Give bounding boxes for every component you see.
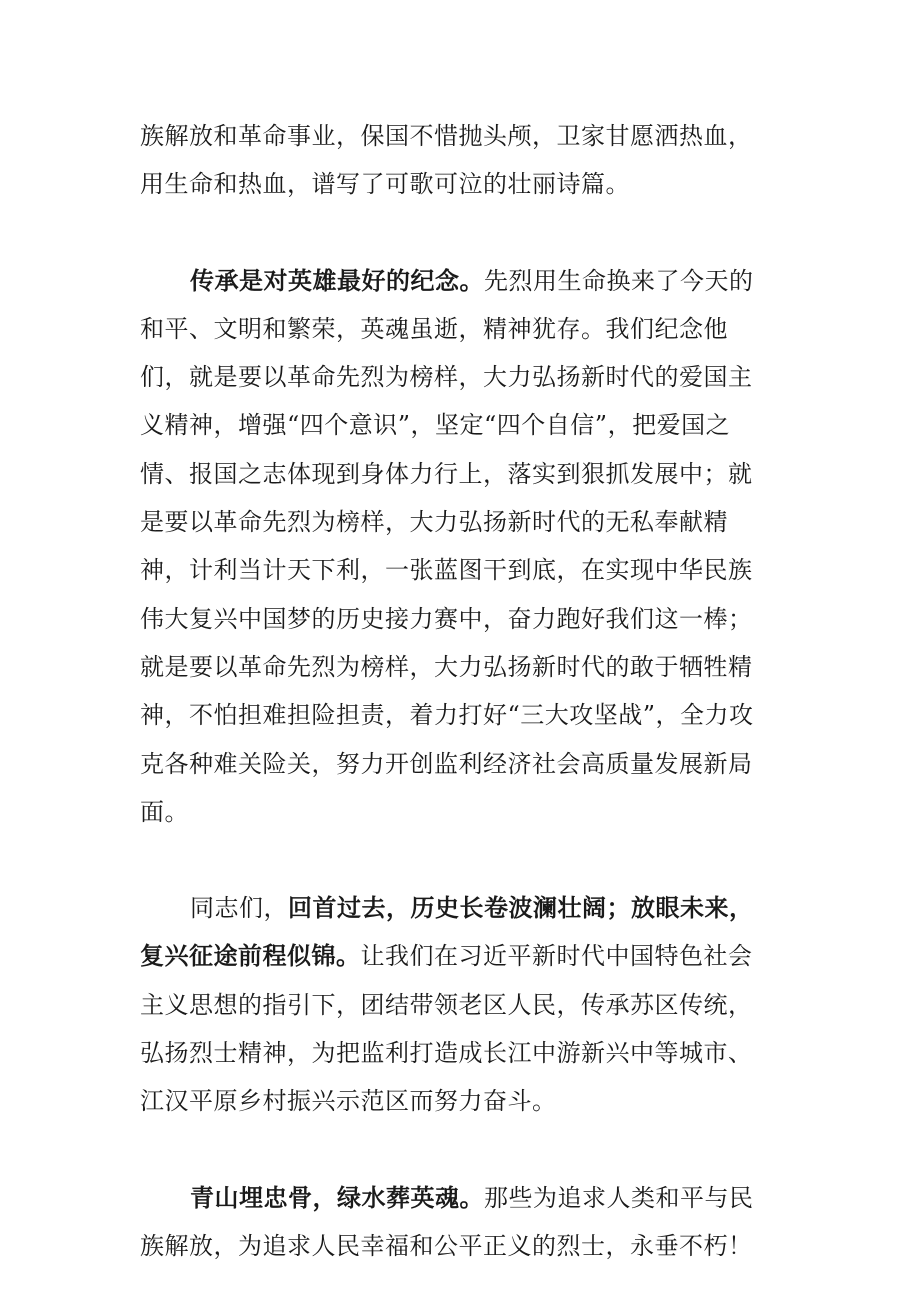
text-line — [140, 691, 780, 739]
text-line — [140, 353, 780, 401]
text-line — [140, 595, 780, 643]
text-run: 让我们在习近平新时代中国特色社会 — [360, 942, 753, 971]
text-run: 克各种难关险关，努力开创监利经济社会高质量发展新局 — [140, 749, 753, 778]
text-line — [140, 401, 780, 449]
text-run: 用生命和热血，谱写了可歌可泣的壮丽诗篇。 — [140, 170, 630, 199]
bold-heading-run: 青山埋忠骨，绿水葬英魂。 — [190, 1182, 484, 1212]
text-run: 那些为追求人类和平与民 — [484, 1183, 754, 1212]
text-run: 江汉平原乡村振兴示范区而努力奋斗。 — [140, 1087, 557, 1116]
text-line — [140, 1077, 780, 1125]
text-run: 神，计利当计天下利，一张蓝图干到底，在实现中华民族 — [140, 556, 753, 585]
text-line — [140, 643, 780, 691]
text-run: 弘扬烈士精神，为把监利打造成长江中游新兴中等城市、 — [140, 1039, 753, 1068]
text-run: 族解放，为追求人民幸福和公平正义的烈士，永垂不朽！ — [140, 1231, 753, 1260]
text-line — [140, 112, 780, 160]
text-run: 义精神，增强“四个意识”，坚定“四个自信”，把爱国之 — [140, 411, 731, 440]
text-run: 同志们， — [190, 894, 288, 923]
text-line — [140, 305, 780, 353]
text-line — [140, 1174, 780, 1222]
text-line — [140, 788, 780, 836]
text-run: 神，不怕担难担险担责，着力打好“三大攻坚战”，全力攻 — [140, 701, 754, 730]
text-line — [140, 498, 780, 546]
text-line — [140, 257, 780, 305]
paragraph-2 — [140, 257, 780, 837]
paragraph-3 — [140, 884, 780, 1125]
bold-heading-run: 回首过去，历史长卷波澜壮阔；放眼未来， — [288, 893, 754, 923]
text-run: 情、报国之志体现到身体力行上，落实到狠抓发展中；就 — [140, 459, 753, 488]
text-line — [140, 981, 780, 1029]
text-run: 伟大复兴中国梦的历史接力赛中，奋力跑好我们这一棒； — [140, 604, 753, 633]
text-line — [140, 740, 780, 788]
text-run: 们，就是要以革命先烈为榜样，大力弘扬新时代的爱国主 — [140, 363, 753, 392]
text-run: 和平、文明和繁荣，英魂虽逝，精神犹存。我们纪念他 — [140, 314, 728, 343]
text-run: 族解放和革命事业，保国不惜抛头颅，卫家甘愿洒热血， — [140, 122, 753, 150]
text-run: 主义思想的指引下，团结带领老区人民，传承苏区传统， — [140, 990, 753, 1019]
text-line — [140, 1222, 780, 1270]
text-run: 先烈用生命换来了今天的 — [484, 266, 754, 295]
bold-heading-run: 复兴征途前程似锦。 — [140, 941, 361, 971]
text-run: 就是要以革命先烈为榜样，大力弘扬新时代的敢于牺牲精 — [140, 652, 753, 681]
document-body — [140, 112, 780, 1270]
paragraph-4 — [140, 1174, 780, 1271]
text-run: 是要以革命先烈为榜样，大力弘扬新时代的无私奉献精 — [140, 508, 728, 537]
text-line — [140, 1029, 780, 1077]
bold-heading-run: 传承是对英雄最好的纪念。 — [190, 265, 484, 295]
text-line — [140, 450, 780, 498]
text-line — [140, 884, 780, 932]
text-line — [140, 546, 780, 594]
text-line — [140, 160, 780, 208]
paragraph-1 — [140, 112, 780, 209]
text-line — [140, 932, 780, 980]
text-run: 面。 — [140, 797, 189, 826]
